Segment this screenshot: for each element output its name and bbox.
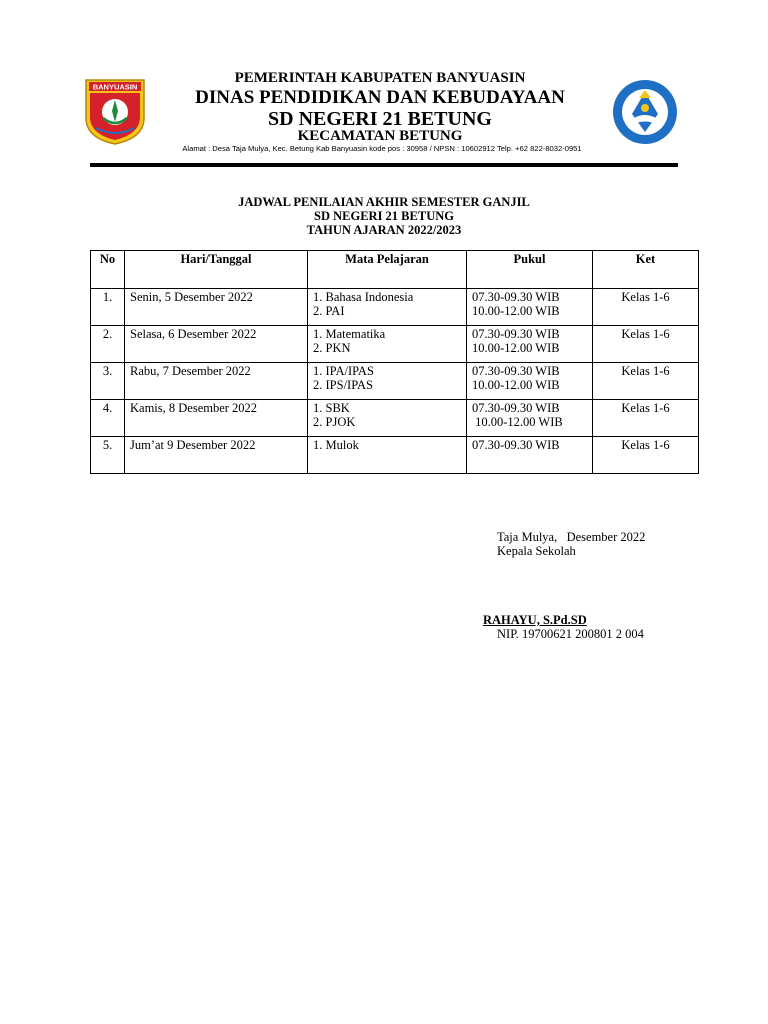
row-day: Jum’at 9 Desember 2022 [125, 437, 308, 474]
col-header-no: No [91, 251, 125, 289]
row-day: Selasa, 6 Desember 2022 [125, 326, 308, 363]
row-day: Senin, 5 Desember 2022 [125, 289, 308, 326]
col-header-day: Hari/Tanggal [125, 251, 308, 289]
time-line: 07.30-09.30 WIB [472, 438, 560, 452]
time-line: 07.30-09.30 WIB [472, 401, 560, 415]
row-ket: Kelas 1-6 [593, 400, 699, 437]
row-times [467, 289, 593, 326]
time-line: 07.30-09.30 WIB [472, 290, 560, 304]
col-header-ket: Ket [593, 251, 699, 289]
subject-line: 1. IPA/IPAS [313, 364, 374, 378]
subject-line: 2. PAI [313, 304, 345, 318]
signature-name: RAHAYU, S.Pd.SD [483, 613, 587, 627]
header-agency: DINAS PENDIDIKAN DAN KEBUDAYAAN [195, 87, 565, 108]
col-header-subject: Mata Pelajaran [308, 251, 467, 289]
row-no: 1. [91, 289, 125, 326]
subject-line: 2. PKN [313, 341, 351, 355]
row-subjects [308, 363, 467, 400]
row-subjects [308, 437, 467, 474]
table-row [91, 400, 699, 437]
subject-line: 2. PJOK [313, 415, 356, 429]
row-no: 4. [91, 400, 125, 437]
subject-line: 2. IPS/IPAS [313, 378, 373, 392]
col-header-time: Pukul [467, 251, 593, 289]
row-times [467, 363, 593, 400]
subject-line: 1. Mulok [313, 438, 359, 452]
row-subjects [308, 289, 467, 326]
header-district: KECAMATAN BETUNG [297, 128, 463, 144]
table-row [91, 363, 699, 400]
row-day: Kamis, 8 Desember 2022 [125, 400, 308, 437]
row-ket: Kelas 1-6 [593, 363, 699, 400]
time-line: 10.00-12.00 WIB [472, 304, 560, 318]
header-school: SD NEGERI 21 BETUNG [268, 108, 492, 130]
schedule-table [90, 250, 699, 474]
row-ket: Kelas 1-6 [593, 289, 699, 326]
doc-title: JADWAL PENILAIAN AKHIR SEMESTER GANJIL [238, 195, 530, 209]
header-address: Alamat : Desa Taja Mulya, Kec. Betung Kab Banyuasin kode pos : 30958 / NPSN : 10602912 Telp. +62 822-8032-0951 [182, 144, 582, 153]
header-government: PEMERINTAH KABUPATEN BANYUASIN [234, 70, 526, 86]
time-line: 07.30-09.30 WIB [472, 327, 560, 341]
doc-subtitle-school: SD NEGERI 21 BETUNG [314, 209, 454, 223]
row-ket: Kelas 1-6 [593, 326, 699, 363]
time-line: 10.00-12.00 WIB [472, 341, 560, 355]
signature-nip: NIP. 19700621 200801 2 004 [497, 627, 644, 641]
time-line: 10.00-12.00 WIB [472, 415, 563, 429]
time-line: 07.30-09.30 WIB [472, 364, 560, 378]
subject-line: 1. SBK [313, 401, 350, 415]
time-line: 10.00-12.00 WIB [472, 378, 560, 392]
table-header-row [91, 251, 699, 289]
row-subjects [308, 400, 467, 437]
subject-line: 1. Matematika [313, 327, 386, 341]
tut-wuri-handayani-icon [611, 78, 679, 146]
row-times [467, 437, 593, 474]
table-row [91, 289, 699, 326]
row-times [467, 400, 593, 437]
doc-subtitle-year: TAHUN AJARAN 2022/2023 [306, 223, 462, 237]
signature-position: Kepala Sekolah [497, 544, 576, 558]
row-ket: Kelas 1-6 [593, 437, 699, 474]
row-subjects [308, 326, 467, 363]
row-no: 5. [91, 437, 125, 474]
banyuasin-emblem-icon [84, 78, 146, 146]
row-no: 2. [91, 326, 125, 363]
header-divider [90, 163, 678, 167]
row-no: 3. [91, 363, 125, 400]
signature-place-date: Taja Mulya, Desember 2022 [497, 530, 646, 544]
subject-line: 1. Bahasa Indonesia [313, 290, 414, 304]
row-times [467, 326, 593, 363]
row-day: Rabu, 7 Desember 2022 [125, 363, 308, 400]
emblem-label: BANYUASIN [92, 82, 138, 92]
table-row [91, 437, 699, 474]
table-row [91, 326, 699, 363]
